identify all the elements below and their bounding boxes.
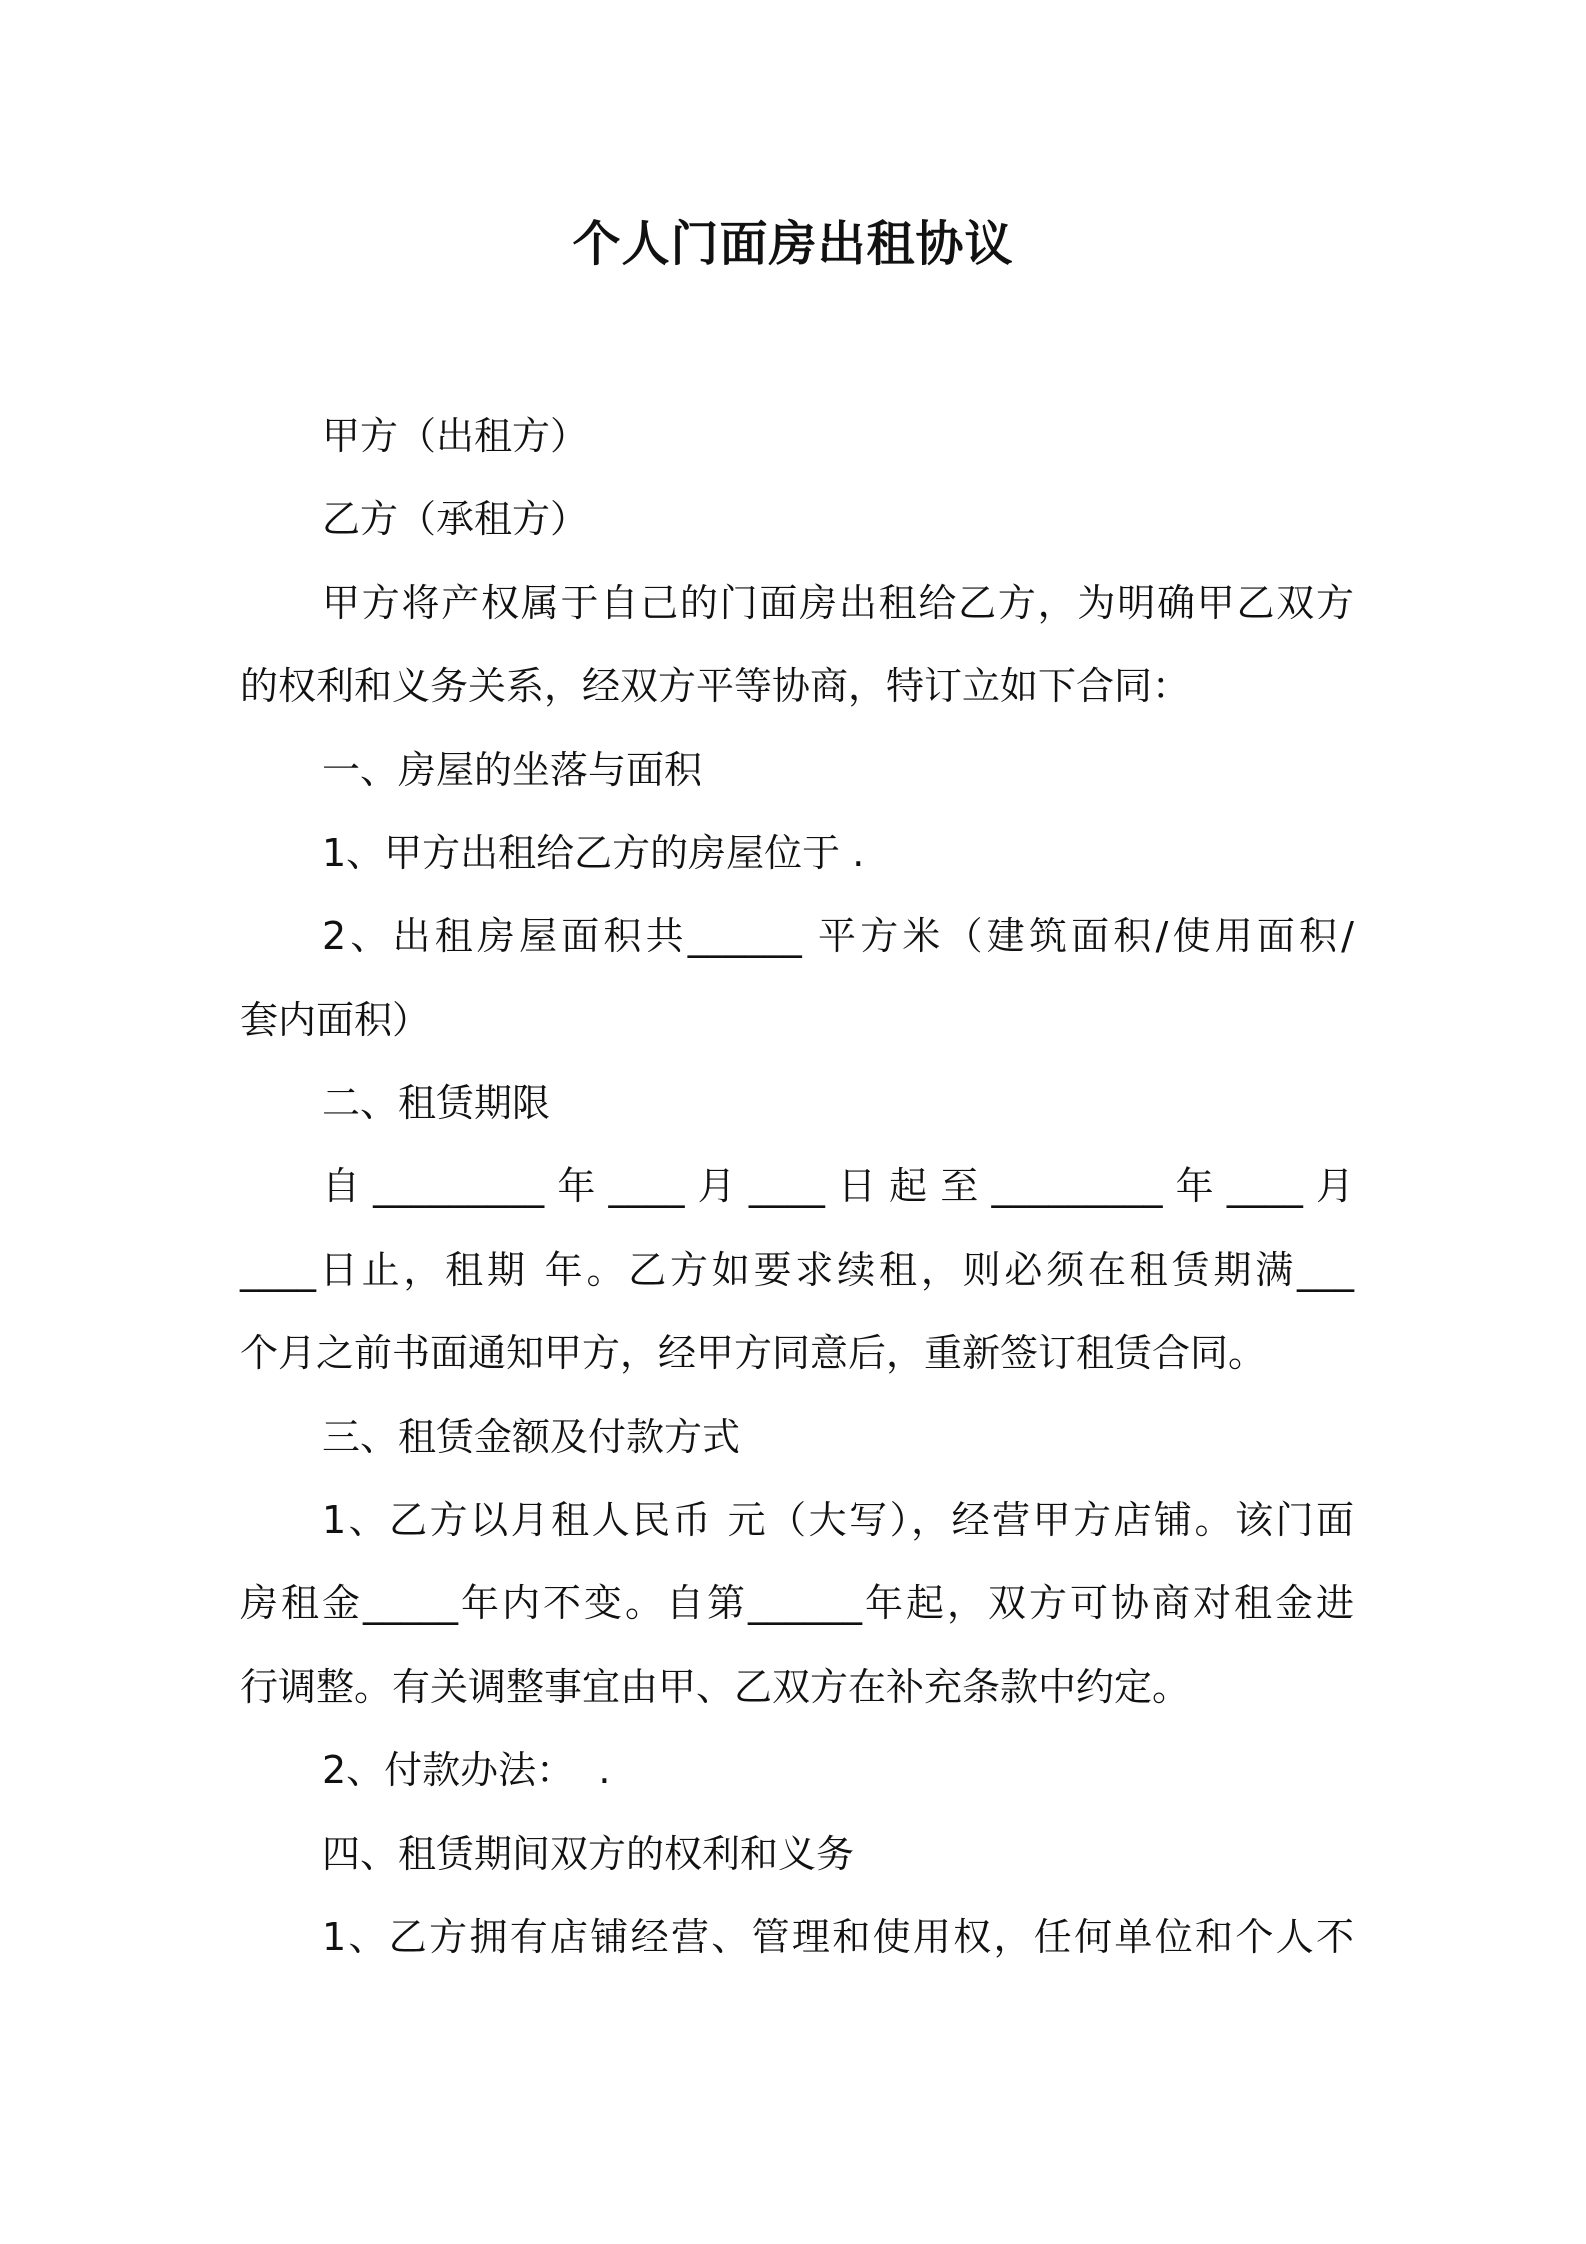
party-b-label: 乙方（承租方） (322, 497, 589, 541)
section-heading-4: 四、租赁期间双方的权利和义务 (322, 1832, 855, 1876)
section-heading-3: 三、租赁金额及付款方式 (322, 1415, 741, 1459)
clause-1-1: 1、甲方出租给乙方的房屋位于 . (322, 831, 865, 875)
clause-1-2-line-2: 套内面积） (240, 998, 431, 1042)
clause-4-1-line-1: 1、乙方拥有店铺经营、管理和使用权，任何单位和个人不 (322, 1915, 1354, 1959)
clause-3-1-line-3: 行调整。有关调整事宜由甲、乙双方在补充条款中约定。 (240, 1665, 1191, 1709)
section-heading-1: 一、房屋的坐落与面积 (322, 748, 703, 792)
lease-term-line-1: 自_________年____月____日起至_________年____月 (322, 1164, 1354, 1208)
party-a-label: 甲方（出租方） (322, 414, 589, 458)
clause-3-1-line-2: 房租金_____年内不变。自第______年起，双方可协商对租金进 (240, 1581, 1354, 1625)
page-title: 个人门面房出租协议 (572, 216, 1014, 272)
lease-term-line-3: 个月之前书面通知甲方，经甲方同意后，重新签订租赁合同。 (240, 1331, 1267, 1375)
section-heading-2: 二、租赁期限 (322, 1081, 551, 1125)
clause-3-2: 2、付款办法： . (322, 1748, 611, 1792)
lease-term-line-2: ____日止，租期 年。乙方如要求续租，则必须在租赁期满___ (240, 1248, 1354, 1292)
clause-1-2-line-1: 2、出租房屋面积共______ 平方米（建筑面积/使用面积/ (322, 914, 1354, 958)
intro-paragraph-line-1: 甲方将产权属于自己的门面房出租给乙方，为明确甲乙双方 (322, 581, 1354, 625)
clause-3-1-line-1: 1、乙方以月租人民币 元（大写），经营甲方店铺。该门面 (322, 1498, 1354, 1542)
intro-paragraph-line-2: 的权利和义务关系，经双方平等协商，特订立如下合同： (240, 664, 1191, 708)
